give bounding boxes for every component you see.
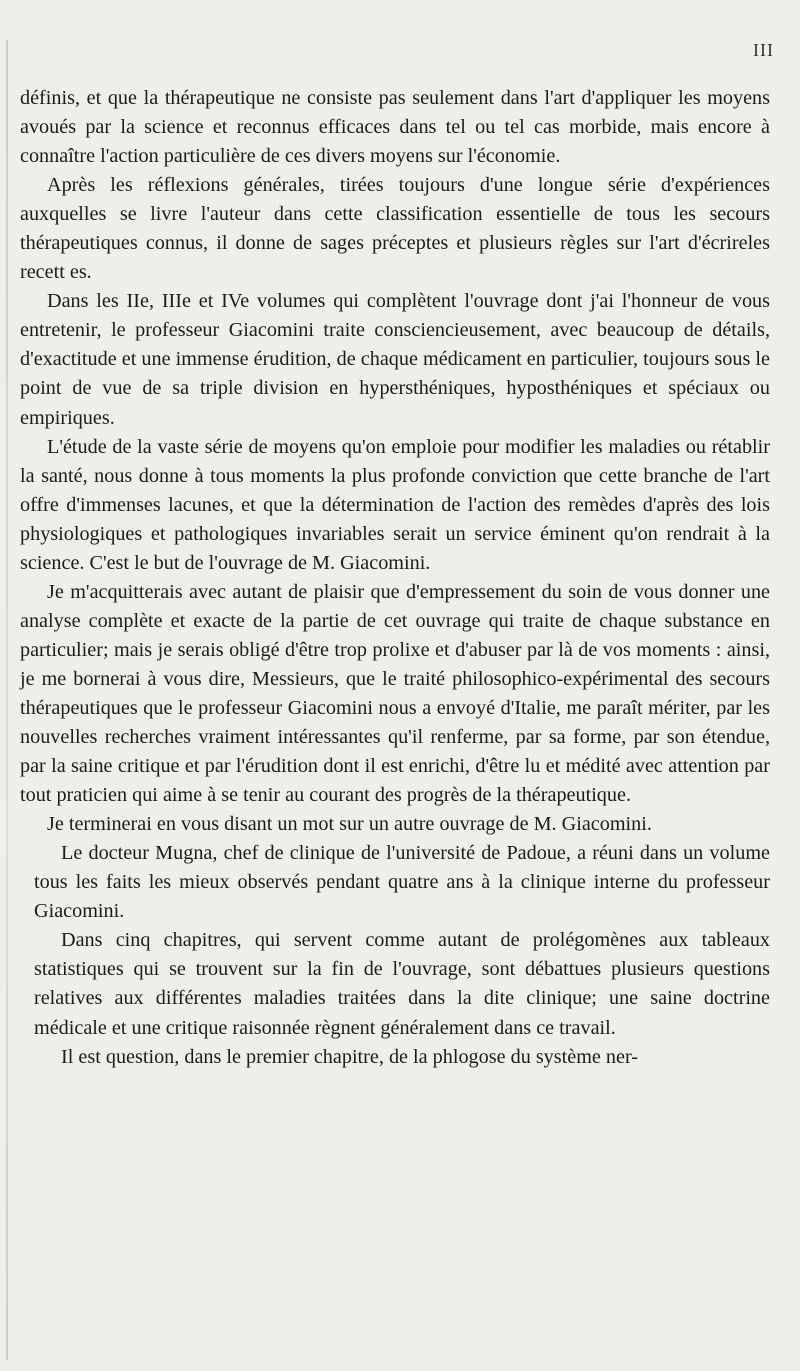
body-text [20, 84, 770, 1072]
paragraph-4: L'étude de la vaste série de moyens qu'on emploie pour modifier les maladies ou rétablir la santé, nous donne à tous moments la plus profonde conviction que cette branche de l'art offre d'immenses lacunes, et que la détermination de l'action des remèdes d'après des lois physiologiques et pathologiques invariables serait un service éminent qu'on rendrait à la science. C'est le but de l'ouvrage de M. Giacomini. [20, 435, 770, 574]
paragraph-8: Dans cinq chapitres, qui servent comme autant de prolégomènes aux tableaux statistiques qui se trouvent sur la fin de l'ouvrage, sont débattues plusieurs questions relatives aux différentes maladies traitées dans la dite clinique; une saine doctrine médicale et une critique raisonnée règnent généralement dans ce travail. [34, 929, 770, 1039]
paragraph-7: Le docteur Mugna, chef de clinique de l'université de Padoue, a réuni dans un volume tous les faits les mieux observés pendant quatre ans à la clinique interne du professeur Giacomini. [34, 842, 770, 923]
paragraph-6: Je terminerai en vous disant un mot sur un autre ouvrage de M. Giacomini. [47, 813, 652, 836]
paragraph-2: Après les réflexions générales, tirées toujours d'une longue série d'expériences auxquelles se livre l'auteur dans cette classification essentielle de tous les secours thérapeutiques connus, il donne de sages préceptes et plusieurs règles sur l'art d'écrireles recett es. [20, 174, 770, 284]
page-gutter-edge [6, 40, 8, 1360]
paragraph-3: Dans les IIe, IIIe et IVe volumes qui complètent l'ouvrage dont j'ai l'honneur de vous entretenir, le professeur Giacomini traite consciencieusement, avec beaucoup de détails, d'exactitude et une immense érudition, de chaque médicament en particulier, toujours sous le point de vue de sa triple division en hypersthéniques, hyposthéniques et spéciaux ou empiriques. [20, 290, 770, 429]
paragraph-1: définis, et que la thérapeutique ne consiste pas seulement dans l'art d'appliquer les moyens avoués par la science et reconnus efficaces dans tel ou tel cas morbide, mais encore à connaître l'action particulière de ces divers moyens sur l'économie. [20, 87, 770, 168]
page-number: III [753, 40, 774, 60]
paragraph-5: Je m'acquitterais avec autant de plaisir que d'empressement du soin de vous donner une analyse complète et exacte de la partie de cet ouvrage qui traite de chaque substance en particulier; mais je serais obligé d'être trop prolixe et d'abuser par là de vos moments : ainsi, je me bornerai à vous dire, Messieurs, que le traité philosophico-expérimental des secours thérapeutiques que le professeur Giacomini nous a envoyé d'Italie, me paraît mériter, par les nouvelles recherches vraiment intéressantes qu'il renferme, par sa forme, par son étendue, par la saine critique et par l'érudition dont il est enrichi, d'être lu et médité avec attention par tout praticien qui aime à se tenir au courant des progrès de la thérapeutique. [20, 580, 770, 807]
paragraph-9: Il est question, dans le premier chapitre, de la phlogose du système ner- [61, 1045, 639, 1068]
